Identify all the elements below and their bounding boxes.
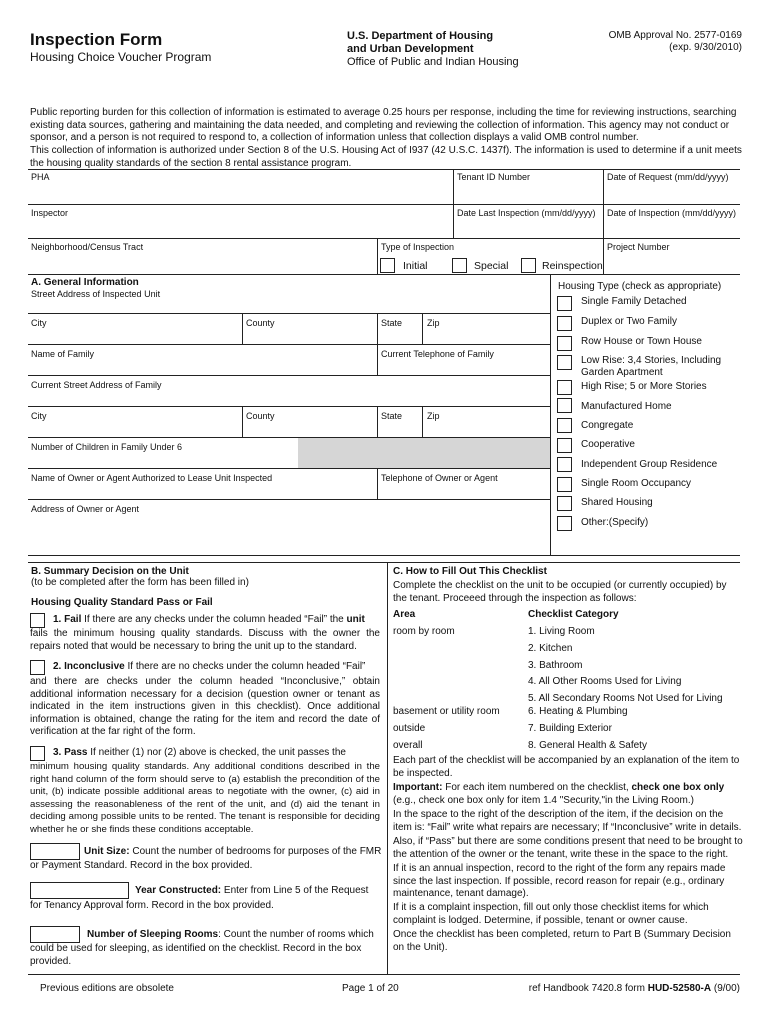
housing-type-label: Low Rise: 3,4 Stories, Including: [581, 355, 722, 366]
year-constructed-input[interactable]: [30, 882, 129, 899]
housing-type-label: Shared Housing: [581, 497, 653, 508]
inconclusive-line: 2. Inconclusive If there are no checks under the column headed “Fail”: [53, 661, 366, 672]
tenant-id-field[interactable]: Tenant ID Number: [457, 172, 531, 182]
burden-statement: Public reporting burden for this collection of information is estimated to average 0.25 hours per response, including the time for reviewing instructions, searching existing data sources, gathering and maintaining the data needed, and completing and reviewing the collection of information. This agency may not conduct or sponsor, and a person is not required to respond to, a collection of information unless that collection displays a valid OMB control number.: [30, 107, 737, 143]
housing-type-label: Other:(Specify): [581, 517, 649, 528]
section-b-subheading: (to be completed after the form has been filled in): [31, 577, 249, 588]
city2-field[interactable]: City: [31, 411, 47, 421]
housing-shared-checkbox[interactable]: [557, 496, 572, 511]
housing-type-label: Cooperative: [581, 439, 635, 450]
instruction-p7: Once the checklist has been completed, return to Part B (Summary Decision on the Unit).: [393, 929, 731, 953]
sleeping-rooms-description: could be used for sleeping, as identified on the checklist. Record in the box provided.: [30, 943, 362, 967]
housing-other-checkbox[interactable]: [557, 516, 572, 531]
housing-manufactured-checkbox[interactable]: [557, 398, 572, 413]
date-last-inspection-field[interactable]: Date Last Inspection (mm/dd/yyyy): [457, 208, 596, 218]
state-field[interactable]: State: [381, 318, 403, 328]
form-subtitle: Housing Choice Voucher Program: [30, 50, 212, 64]
housing-duplex-checkbox[interactable]: [557, 316, 572, 331]
special-checkbox[interactable]: [452, 258, 467, 273]
instruction-p4: Also, if “Pass” but there are some conditions present that need to be brought to the attention of the owner or the tenant, write these in the space to the right.: [393, 836, 743, 860]
fail-checkbox[interactable]: [30, 613, 45, 628]
instruction-p3: In the space to the right of the description of the item, if the decision on the item is: “Fail” write what repairs are necessary; If “Inconclusive” write in details.: [393, 809, 742, 833]
area-cell: room by room: [393, 626, 455, 637]
instruction-p5: If it is an annual inspection, record to the right of the form any repairs made since the last inspection. If possible, record reason for repair (e.g., ordinary maintenance, tenant damage).: [393, 863, 726, 899]
date-request-field[interactable]: Date of Request (mm/dd/yyyy): [607, 172, 729, 182]
housing-low-rise-checkbox[interactable]: [557, 355, 572, 370]
housing-type-heading: Housing Type (check as appropriate): [558, 281, 722, 292]
reinspection-label: Reinspection: [542, 260, 603, 272]
housing-sro-checkbox[interactable]: [557, 477, 572, 492]
category-cell: 1. Living Room: [528, 626, 595, 637]
instruction-p1: Each part of the checklist will be accompanied by an explanation of the item to be inspected.: [393, 755, 740, 779]
neighborhood-field[interactable]: Neighborhood/Census Tract: [31, 242, 144, 252]
unit-size-input[interactable]: [30, 843, 80, 860]
housing-type-label: Manufactured Home: [581, 401, 672, 412]
pass-line: 3. Pass If neither (1) nor (2) above is checked, the unit passes the: [53, 747, 346, 758]
reinspection-checkbox[interactable]: [521, 258, 536, 273]
section-b-heading: B. Summary Decision on the Unit: [31, 566, 189, 577]
owner-address-field[interactable]: Address of Owner or Agent: [31, 504, 140, 514]
category-header: Checklist Category: [528, 609, 619, 620]
family-name-field[interactable]: Name of Family: [31, 349, 95, 359]
city-field[interactable]: City: [31, 318, 47, 328]
zip2-field[interactable]: Zip: [427, 411, 440, 421]
housing-type-label: Single Family Detached: [581, 296, 687, 307]
section-a-heading: A. General Information: [31, 277, 139, 288]
unit-size-description: or Payment Standard. Record in the box provided.: [30, 860, 253, 871]
instruction-p2: Important: For each item numbered on the checklist, check one box only (e.g., check one box only for item 1.4 "Security,"in the Living Room.): [393, 782, 725, 806]
department-name: U.S. Department of Housing and Urban Development: [347, 30, 494, 55]
family-address-field[interactable]: Current Street Address of Family: [31, 380, 162, 390]
shaded-area: [298, 438, 550, 468]
authority-statement: This collection of information is authorized under Section 8 of the U.S. Housing Act of I937 (42 U.S.C. 1437f). The information is used to determine if a unit meets the housing quality standards of the section 8 rental assistance program.: [30, 145, 742, 169]
inspector-field[interactable]: Inspector: [31, 208, 69, 218]
area-cell: overall: [393, 740, 423, 751]
category-cell: 8. General Health & Safety: [528, 740, 647, 751]
year-constructed-line: Year Constructed: Enter from Line 5 of the Request: [135, 885, 369, 896]
owner-name-field[interactable]: Name of Owner or Agent Authorized to Lease Unit Inspected: [31, 473, 273, 483]
housing-cooperative-checkbox[interactable]: [557, 438, 572, 453]
omb-approval: OMB Approval No. 2577-0169 (exp. 9/30/2010): [608, 30, 742, 53]
housing-type-label: Single Room Occupancy: [581, 478, 692, 489]
footer-obsolete-note: Previous editions are obsolete: [40, 983, 174, 994]
inconclusive-checkbox[interactable]: [30, 660, 45, 675]
housing-type-label: High Rise; 5 or More Stories: [581, 381, 707, 392]
housing-high-rise-checkbox[interactable]: [557, 380, 572, 395]
housing-type-label: Row House or Town House: [581, 336, 702, 347]
housing-single-family-checkbox[interactable]: [557, 296, 572, 311]
area-cell: outside: [393, 723, 426, 734]
pha-field[interactable]: PHA: [31, 172, 50, 182]
pass-checkbox[interactable]: [30, 746, 45, 761]
unit-size-line: Unit Size: Count the number of bedrooms for purposes of the FMR: [84, 846, 382, 857]
street-address-field[interactable]: Street Address of Inspected Unit: [31, 289, 161, 299]
project-number-field[interactable]: Project Number: [607, 242, 670, 252]
category-cell: 4. All Other Rooms Used for Living: [528, 676, 682, 687]
instruction-p6: If it is a complaint inspection, fill out only those checklist items for which complaint is lodged. Determine, if possible, tenant or owner cause.: [393, 902, 709, 926]
housing-type-label: Duplex or Two Family: [581, 316, 677, 327]
inconclusive-description: and there are checks under the column headed “Inconclusive,” obtain additional information necessary for a decision (question owner or tenant as indicated in the item instructions given in this checklist). Once additional information is obtained, change the rating for the item and record the date of verification at the far right of the form.: [30, 676, 380, 737]
sleeping-rooms-line: Number of Sleeping Rooms: Count the number of rooms which: [87, 929, 374, 940]
special-label: Special: [474, 260, 509, 272]
date-inspection-field[interactable]: Date of Inspection (mm/dd/yyyy): [607, 208, 737, 218]
initial-label: Initial: [403, 260, 428, 272]
county2-field[interactable]: County: [246, 411, 275, 421]
hqs-heading: Housing Quality Standard Pass or Fail: [31, 597, 213, 608]
office-name: Office of Public and Indian Housing: [347, 56, 519, 68]
family-phone-field[interactable]: Current Telephone of Family: [381, 349, 494, 359]
category-cell: 7. Building Exterior: [528, 723, 612, 734]
county-field[interactable]: County: [246, 318, 275, 328]
type-inspection-label: Type of Inspection: [381, 242, 455, 252]
fail-description: fails the minimum housing quality standards. Discuss with the owner the repairs noted that would be necessary to bring the unit up to the standard.: [30, 628, 380, 652]
category-cell: 5. All Secondary Rooms Not Used for Living: [528, 693, 723, 704]
section-c-intro: Complete the checklist on the unit to be occupied (or currently occupied) by the tenant. Proceeed through the inspection as follows:: [393, 580, 727, 604]
form-title: Inspection Form: [30, 30, 163, 49]
year-constructed-description: for Tenancy Approval form. Record in the box provided.: [30, 900, 274, 911]
initial-checkbox[interactable]: [380, 258, 395, 273]
housing-congregate-checkbox[interactable]: [557, 418, 572, 433]
category-cell: 3. Bathroom: [528, 660, 583, 671]
area-cell: basement or utility room: [393, 706, 500, 717]
housing-group-residence-checkbox[interactable]: [557, 457, 572, 472]
pass-description: minimum housing quality standards. Any additional conditions described in the right hand column of the form should serve to (a) establish the precondition of the unit, (b) indicate possible additional areas to negotiate with the owner, (c) aid in assessing the reasonableness of the rent of the unit, and (d) aid the tenant in deciding among possible units to be rented. The tenant is responsible for deciding whether he or she finds these conditions acceptable.: [30, 761, 380, 835]
housing-row-house-checkbox[interactable]: [557, 336, 572, 351]
housing-type-label: Congregate: [581, 420, 634, 431]
section-c-heading: C. How to Fill Out This Checklist: [393, 566, 547, 577]
area-header: Area: [393, 609, 416, 620]
housing-type-label: Independent Group Residence: [581, 459, 718, 470]
state2-field[interactable]: State: [381, 411, 403, 421]
sleeping-rooms-input[interactable]: [30, 926, 80, 943]
owner-phone-field[interactable]: Telephone of Owner or Agent: [381, 473, 498, 483]
zip-field[interactable]: Zip: [427, 318, 440, 328]
housing-type-label: Garden Apartment: [581, 367, 663, 378]
category-cell: 2. Kitchen: [528, 643, 573, 654]
page-number: Page 1 of 20: [342, 983, 399, 994]
fail-line: 1. Fail If there are any checks under the column headed “Fail” the unit: [53, 614, 365, 625]
form-reference: ref Handbook 7420.8 form HUD-52580-A (9/00): [528, 983, 740, 994]
children-field[interactable]: Number of Children in Family Under 6: [31, 442, 183, 452]
category-cell: 6. Heating & Plumbing: [528, 706, 628, 717]
